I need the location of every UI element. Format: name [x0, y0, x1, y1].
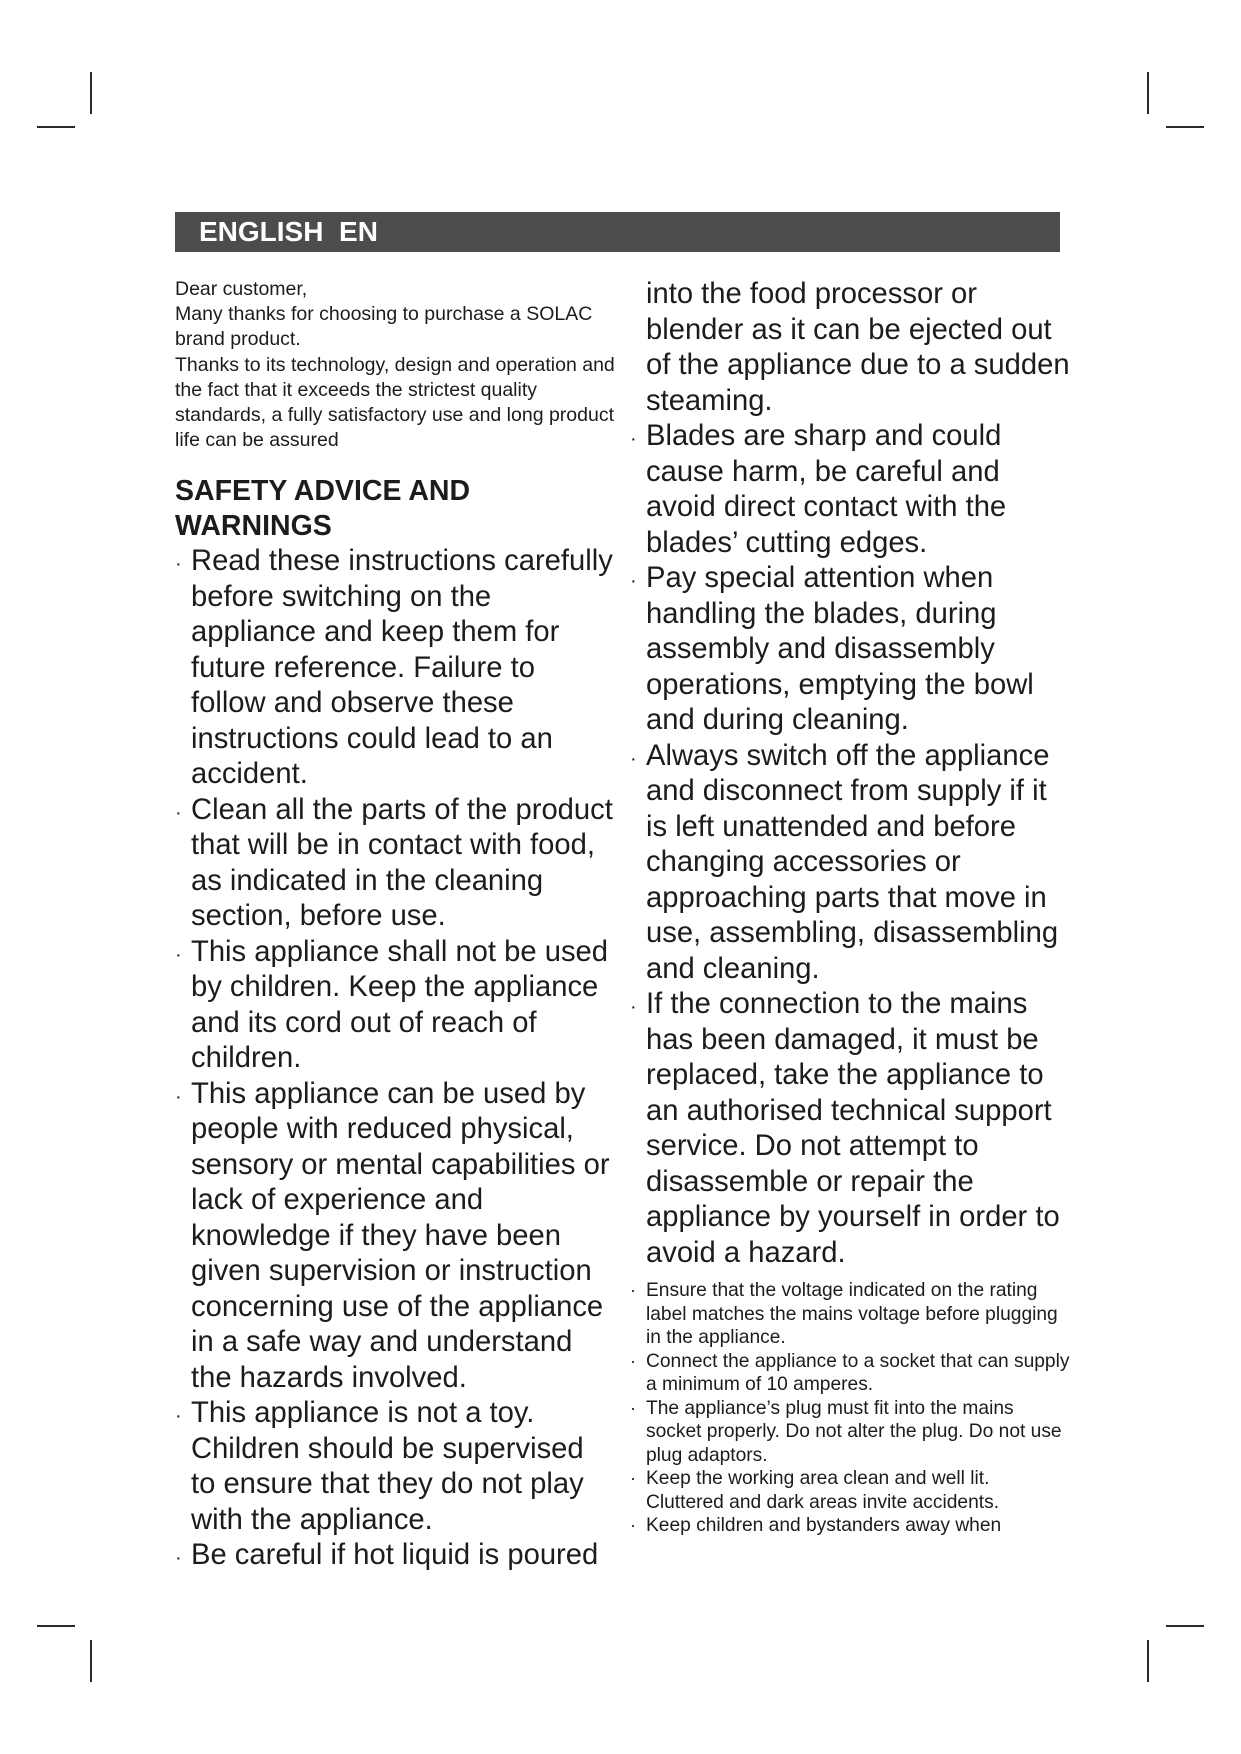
crop-mark-bottom-right-horizontal — [1166, 1625, 1204, 1627]
list-item: · This appliance can be used by people with reduced physical, sensory or mental capabilities or lack of experience and knowledge if they have been given supervision or instruction concerning use of the appliance in a safe way and understand the hazards involved. — [175, 1077, 615, 1397]
list-item-continuation: into the food processor or blender as it can be ejected out of the appliance due to a sudden steaming. — [646, 278, 1070, 417]
crop-mark-bottom-left-vertical — [90, 1640, 92, 1682]
right-column — [630, 277, 1070, 1538]
list-item: · Always switch off the appliance and disconnect from supply if it is left unattended and before changing accessories or approaching parts that move in use, assembling, disassembling and cleaning. — [630, 739, 1070, 988]
language-header: ENGLISH EN — [175, 212, 1060, 252]
list-item: · Keep the working area clean and well lit. Cluttered and dark areas invite accidents. — [630, 1467, 1070, 1514]
quality-paragraph: Thanks to its technology, design and operation and the fact that it exceeds the strictest quality standards, a fully satisfactory use and long product life can be assured — [175, 353, 615, 452]
crop-mark-top-left-vertical — [90, 72, 92, 114]
list-item: · If the connection to the mains has been damaged, it must be replaced, take the appliance to an authorised technical support service. Do not attempt to disassemble or repair the appliance by yourself in order to avoid a hazard. — [630, 987, 1070, 1271]
list-item: · Read these instructions carefully before switching on the appliance and keep them for future reference. Failure to follow and observe these instructions could lead to an accident. — [175, 544, 615, 793]
left-column — [175, 277, 615, 1574]
crop-mark-top-left-horizontal — [37, 126, 75, 128]
safety-list-small — [630, 1279, 1070, 1538]
list-item: · Ensure that the voltage indicated on the rating label matches the mains voltage before plugging in the appliance. — [630, 1279, 1070, 1350]
safety-list-left — [175, 544, 615, 1574]
safety-list-right — [630, 277, 1070, 1271]
crop-mark-bottom-right-vertical — [1147, 1640, 1149, 1682]
list-item: · Be careful if hot liquid is poured — [175, 1538, 615, 1574]
thanks-paragraph: Many thanks for choosing to purchase a SOLAC brand product. — [175, 303, 593, 351]
list-item: · The appliance’s plug must fit into the mains socket properly. Do not alter the plug. Do not use plug adaptors. — [630, 1397, 1070, 1468]
crop-mark-top-right-horizontal — [1166, 126, 1204, 128]
crop-mark-bottom-left-horizontal — [37, 1625, 75, 1627]
section-heading: SAFETY ADVICE AND WARNINGS — [175, 475, 471, 543]
list-item: · Pay special attention when handling the blades, during assembly and disassembly operations, emptying the bowl and during cleaning. — [630, 561, 1070, 739]
list-item: · Blades are sharp and could cause harm, be careful and avoid direct contact with the blades’ cutting edges. — [630, 419, 1070, 561]
list-item: · Keep children and bystanders away when — [630, 1514, 1070, 1538]
list-item: · This appliance is not a toy. Children should be supervised to ensure that they do not play with the appliance. — [175, 1396, 615, 1538]
list-item: · This appliance shall not be used by children. Keep the appliance and its cord out of reach of children. — [175, 935, 615, 1077]
crop-mark-top-right-vertical — [1147, 72, 1149, 114]
list-item: · Clean all the parts of the product that will be in contact with food, as indicated in the cleaning section, before use. — [175, 793, 615, 935]
greeting: Dear customer, — [175, 278, 308, 300]
list-item: · Connect the appliance to a socket that can supply a minimum of 10 amperes. — [630, 1350, 1070, 1397]
